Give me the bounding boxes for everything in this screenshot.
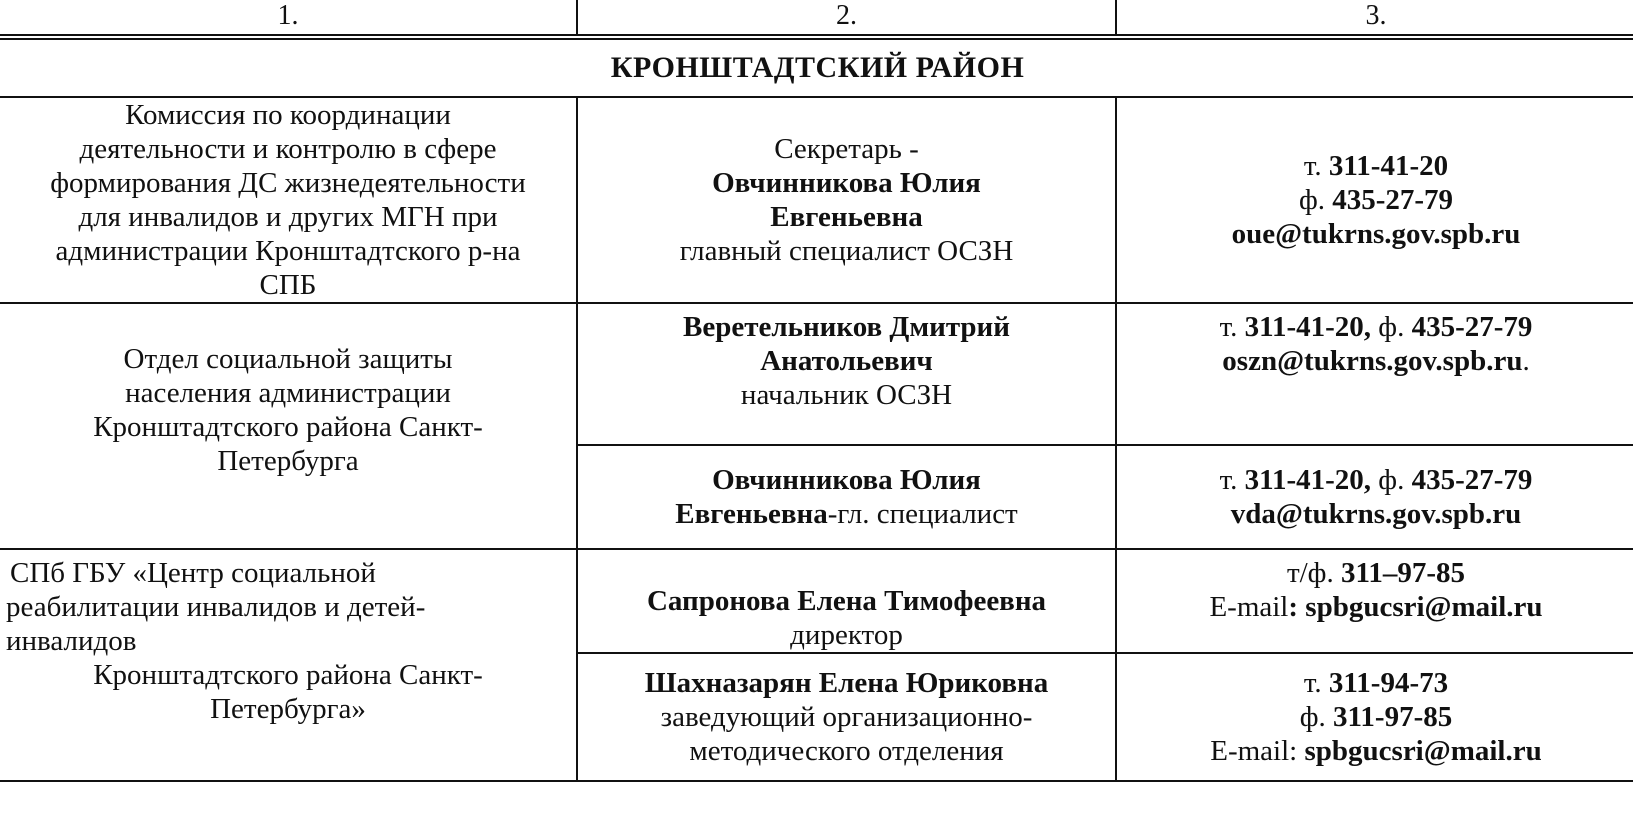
phone-number: 311-41-20, <box>1244 311 1372 343</box>
person-position: главный специалист ОСЗН <box>679 235 1014 267</box>
person-position: начальник ОСЗН <box>740 379 953 411</box>
column-3-number: 3. <box>1116 0 1633 37</box>
contact-cell: т/ф. 311–97-85 E-mail: spbgucsri@mail.ru <box>1116 549 1633 653</box>
organization-cell: Отдел социальной защиты населения администрации Кронштадтского района Санкт- Петербурга <box>0 303 577 549</box>
phone-number: 311-94-73 <box>1328 667 1449 699</box>
table-row <box>0 303 1633 445</box>
person-role: Секретарь - <box>774 133 919 165</box>
phone-number: 311–97-85 <box>1340 557 1466 589</box>
fax-number: 435-27-79 <box>1332 184 1454 216</box>
person-cell <box>577 549 1116 653</box>
person-position: заведующий организационно- <box>660 701 1033 733</box>
district-title: КРОНШТАДТСКИЙ РАЙОН <box>0 37 1633 97</box>
email-address: oue@tukrns.gov.spb.ru <box>1231 218 1521 250</box>
contact-cell: т. 311-41-20 ф. 435-27-79 oue@tukrns.gov.spb.ru <box>1116 97 1633 303</box>
person-cell <box>577 445 1116 549</box>
person-name: Овчинникова Юлия <box>712 167 981 199</box>
person-cell <box>577 653 1116 781</box>
person-name: Овчинникова Юлия <box>712 464 981 496</box>
column-2-number: 2. <box>577 0 1116 37</box>
phone-number: 311-41-20 <box>1328 150 1449 182</box>
person-name: Веретельников Дмитрий <box>683 311 1010 343</box>
email-address: vda@tukrns.gov.spb.ru <box>1230 498 1522 530</box>
person-cell <box>577 97 1116 303</box>
person-name: Евгеньевна <box>675 498 828 530</box>
contact-cell: т. 311-41-20, ф. 435-27-79 oszn@tukrns.gov.spb.ru. <box>1116 303 1633 445</box>
table-row <box>0 97 1633 303</box>
person-name: Анатольевич <box>760 345 933 377</box>
column-1-number: 1. <box>0 0 577 37</box>
person-position: -гл. специалист <box>827 498 1018 530</box>
email-address: : spbgucsri@mail.ru <box>1288 591 1543 623</box>
contact-cell: т. 311-41-20, ф. 435-27-79 vda@tukrns.gov.spb.ru <box>1116 445 1633 549</box>
person-name: Шахназарян Елена Юриковна <box>644 667 1049 699</box>
person-name: Сапронова Елена Тимофеевна <box>646 585 1047 617</box>
person-position: методического отделения <box>689 735 1004 767</box>
person-name: Евгеньевна <box>770 201 923 233</box>
person-cell <box>577 303 1116 445</box>
organization-cell: СПб ГБУ «Центр социальной реабилитации инвалидов и детей- инвалидов Кронштадтского района Санкт- Петербурга» <box>0 549 577 781</box>
contact-cell: т. 311-94-73 ф. 311-97-85 E-mail: spbgucsri@mail.ru <box>1116 653 1633 781</box>
fax-number: 435-27-79 <box>1411 311 1533 343</box>
table-row <box>0 549 1633 653</box>
fax-number: 435-27-79 <box>1411 464 1533 496</box>
person-position: директор <box>790 619 903 651</box>
district-row <box>0 37 1633 97</box>
organization-cell: Комиссия по координации деятельности и контролю в сфере формирования ДС жизнедеятельности для инвалидов и других МГН при администрации Кронштадтского р-на СПБ <box>0 97 577 303</box>
phone-number: 311-41-20, <box>1244 464 1372 496</box>
column-number-row <box>0 0 1633 37</box>
email-address: spbgucsri@mail.ru <box>1304 735 1542 767</box>
email-address: oszn@tukrns.gov.spb.ru <box>1222 345 1523 377</box>
fax-number: 311-97-85 <box>1333 701 1453 733</box>
